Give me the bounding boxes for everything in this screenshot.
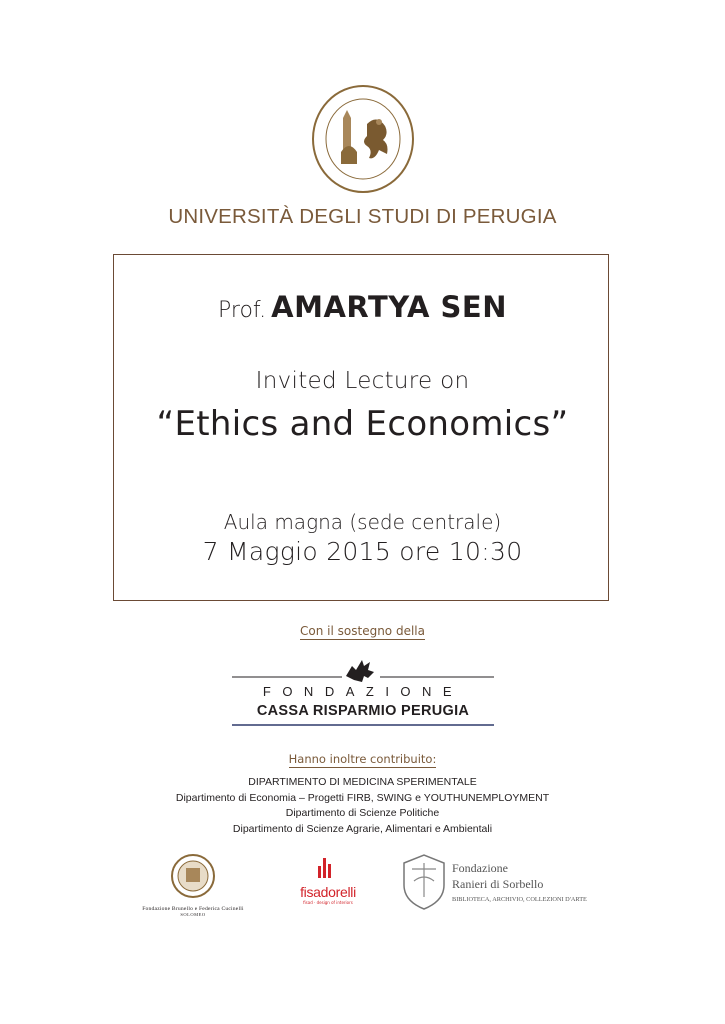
sorbello-foundation-logo [400, 853, 600, 915]
contributors-label: Hanno inoltre contribuito: [288, 752, 437, 766]
university-seal-logo [311, 84, 415, 194]
fisadorelli-logo [288, 854, 368, 910]
brunello-name: Fondazione Brunello e Federica Cucinelli [142, 906, 244, 912]
support-label: Con il sostegno della [300, 624, 425, 638]
sorbello-crest-icon [400, 853, 448, 911]
speaker-prefix: Prof. [218, 298, 267, 323]
department-item: Dipartimento di Scienze Politiche [285, 807, 440, 819]
speaker-line [0, 290, 725, 324]
brunello-cucinelli-foundation-logo [130, 852, 256, 926]
fisad-name: fisadorelli [300, 884, 356, 900]
university-name: UNIVERSITÀ DEGLI STUDI DI PERUGIA [168, 205, 557, 228]
department-list [0, 775, 725, 837]
brunello-place: SOLOMEO [180, 912, 206, 917]
fisad-tagline: fisad · design of interiors [303, 900, 353, 905]
brunello-seal-icon [130, 852, 256, 900]
sorbello-line2: Ranieri di Sorbello [452, 877, 544, 891]
fisad-bars-icon [288, 854, 368, 880]
griffin-icon [346, 660, 374, 682]
lecture-title: “Ethics and Economics” [156, 404, 569, 444]
foundation-word: FONDAZIONE [262, 684, 464, 699]
lecture-intro: Invited Lecture on [255, 368, 470, 394]
foundation-name: CASSA RISPARMIO PERUGIA [256, 703, 470, 719]
speaker-name: AMARTYA SEN [271, 290, 507, 324]
sorbello-line1: Fondazione [452, 861, 508, 875]
department-item: DIPARTIMENTO DI MEDICINA SPERIMENTALE [248, 776, 477, 788]
department-item: Dipartimento di Scienze Agrarie, Alimentari e Ambientali [232, 822, 493, 835]
sorbello-line3: BIBLIOTECA, ARCHIVIO, COLLEZIONI D'ARTE [452, 896, 587, 903]
department-item: Dipartimento di Economia – Progetti FIRB, SWING e YOUTHUNEMPLOYMENT [175, 791, 550, 804]
event-venue: Aula magna (sede centrale) [223, 510, 502, 534]
event-datetime: 7 Maggio 2015 ore 10:30 [202, 537, 523, 566]
